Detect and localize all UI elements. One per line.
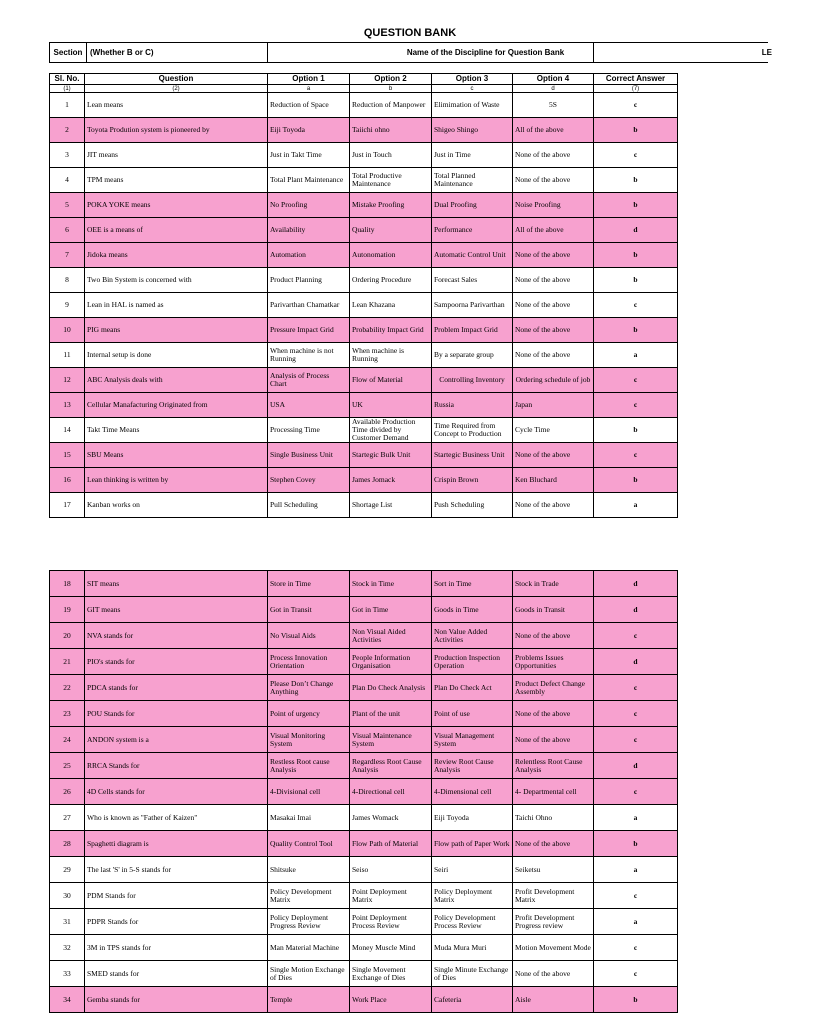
question-table-1 [49,73,678,518]
option-2-cell: Flow Path of Material [350,831,432,857]
option-4-cell: None of the above [513,623,594,649]
option-1-cell: Availability [268,218,350,243]
correct-answer-cell: d [594,753,678,779]
option-2-cell: James Jomack [350,468,432,493]
correct-answer-cell: d [594,218,678,243]
option-3-cell: Muda Mura Muri [432,935,513,961]
sl-cell: 17 [50,493,85,518]
correct-answer-cell: b [594,831,678,857]
page-title: QUESTION BANK [363,27,457,39]
option-1-cell: Policy Deployment Progress Review [268,909,350,935]
col-header-correct-answer: Correct Answer [594,74,678,85]
option-4-cell: Goods in Transit [513,597,594,623]
question-cell: GIT means [85,597,268,623]
sl-cell: 9 [50,293,85,318]
option-2-cell: People Information Organisation [350,649,432,675]
sl-cell: 8 [50,268,85,293]
question-cell: SBU Means [85,443,268,468]
option-2-cell: Available Production Time divided by Customer Demand [350,418,432,443]
option-4-cell: Profit Development Progress review [513,909,594,935]
option-2-cell: Got in Time [350,597,432,623]
table-row [50,779,678,805]
sl-cell: 7 [50,243,85,268]
table-row [50,727,678,753]
table-row [50,268,678,293]
option-2-cell: Stock in Time [350,571,432,597]
option-1-cell: Product Planning [268,268,350,293]
sl-cell: 1 [50,93,85,118]
option-3-cell: Performance [432,218,513,243]
table-row [50,293,678,318]
correct-answer-cell: c [594,779,678,805]
option-1-cell: Store in Time [268,571,350,597]
option-4-cell: Cycle Time [513,418,594,443]
option-3-cell: Policy Deployment Matrix [432,883,513,909]
option-4-cell: None of the above [513,831,594,857]
option-3-cell: Eiji Toyoda [432,805,513,831]
option-4-cell: Ken Bluchard [513,468,594,493]
col-key: a [268,85,350,93]
option-1-cell: Got in Transit [268,597,350,623]
sl-cell: 5 [50,193,85,218]
option-2-cell: Plant of the unit [350,701,432,727]
table-row [50,649,678,675]
correct-answer-cell: d [594,649,678,675]
option-2-cell: Probability Impact Grid [350,318,432,343]
question-cell: SMED stands for [85,961,268,987]
option-4-cell: Profit Development Matrix [513,883,594,909]
option-1-cell: No Visual Aids [268,623,350,649]
option-3-cell: Flow path of Paper Work [432,831,513,857]
table-row [50,935,678,961]
question-cell: Spaghetti diagram is [85,831,268,857]
table-row [50,987,678,1013]
correct-answer-cell: b [594,468,678,493]
sl-cell: 32 [50,935,85,961]
correct-answer-cell: c [594,727,678,753]
table-row [50,675,678,701]
option-3-cell: Goods in Time [432,597,513,623]
sl-cell: 30 [50,883,85,909]
table-row [50,805,678,831]
question-cell: Two Bin System is concerned with [85,268,268,293]
option-2-cell: Regardless Root Cause Analysis [350,753,432,779]
option-4-cell: None of the above [513,143,594,168]
sl-cell: 16 [50,468,85,493]
col-header-option-3: Option 3 [432,74,513,85]
sl-cell: 2 [50,118,85,143]
table-row [50,701,678,727]
option-1-cell: Stephen Covey [268,468,350,493]
option-1-cell: Pull Scheduling [268,493,350,518]
option-2-cell: Just in Touch [350,143,432,168]
table-row [50,857,678,883]
option-2-cell: Taiichi ohno [350,118,432,143]
col-key: c [432,85,513,93]
correct-answer-cell: b [594,193,678,218]
option-3-cell: Dual Proofing [432,193,513,218]
table-row [50,961,678,987]
option-3-cell: Startegic Business Unit [432,443,513,468]
option-2-cell: Seiso [350,857,432,883]
question-cell: PIO's stands for [85,649,268,675]
question-cell: 3M in TPS stands for [85,935,268,961]
table-row [50,393,678,418]
option-2-cell: 4-Directional cell [350,779,432,805]
question-cell: Toyota Prodution system is pioneered by [85,118,268,143]
question-cell: PDPR Stands for [85,909,268,935]
question-table-2 [49,570,678,1013]
sl-cell: 31 [50,909,85,935]
column-key-row [50,85,678,93]
table-row [50,443,678,468]
option-1-cell: Parivarthan Chamatkar [268,293,350,318]
option-3-cell: Visual Management System [432,727,513,753]
table-row [50,883,678,909]
table-row [50,243,678,268]
option-4-cell: Noise Proofing [513,193,594,218]
question-cell: Kanban works on [85,493,268,518]
sl-cell: 20 [50,623,85,649]
option-4-cell: All of the above [513,118,594,143]
discipline-header-cell [267,42,594,63]
sl-cell: 19 [50,597,85,623]
option-2-cell: Lean Khazana [350,293,432,318]
question-cell: JIT means [85,143,268,168]
option-2-cell: Mistake Proofing [350,193,432,218]
table-row [50,418,678,443]
col-header-option-4: Option 4 [513,74,594,85]
option-1-cell: Please Don’t Change Anything [268,675,350,701]
option-4-cell: 4- Departmental cell [513,779,594,805]
option-4-cell: None of the above [513,443,594,468]
sl-cell: 29 [50,857,85,883]
option-4-cell: All of the above [513,218,594,243]
option-4-cell: 5S [513,93,594,118]
option-3-cell: Automatic Control Unit [432,243,513,268]
option-1-cell: Eiji Toyoda [268,118,350,143]
question-cell: Who is known as "Father of Kaizen" [85,805,268,831]
option-3-cell: Forecast Sales [432,268,513,293]
option-4-cell: Ordering schedule of job [513,368,594,393]
correct-answer-cell: c [594,935,678,961]
sl-cell: 18 [50,571,85,597]
correct-answer-cell: a [594,857,678,883]
table-row [50,909,678,935]
correct-answer-cell: c [594,293,678,318]
question-cell: Lean means [85,93,268,118]
correct-answer-cell: b [594,118,678,143]
correct-answer-cell: a [594,805,678,831]
sl-cell: 6 [50,218,85,243]
option-2-cell: Shortage List [350,493,432,518]
correct-answer-cell: c [594,623,678,649]
table-row [50,753,678,779]
option-3-cell: Plan Do Check Act [432,675,513,701]
option-3-cell: Point of use [432,701,513,727]
question-cell: PIG means [85,318,268,343]
correct-answer-cell: b [594,318,678,343]
table-row [50,218,678,243]
option-1-cell: Temple [268,987,350,1013]
option-1-cell: Reduction of Space [268,93,350,118]
sl-cell: 25 [50,753,85,779]
col-key: (2) [85,85,268,93]
correct-answer-cell: c [594,701,678,727]
option-3-cell: Problem Impact Grid [432,318,513,343]
option-4-cell: None of the above [513,168,594,193]
option-4-cell: Relentless Root Cause Analysis [513,753,594,779]
sl-cell: 34 [50,987,85,1013]
option-1-cell: Total Plant Maintenance [268,168,350,193]
sl-cell: 21 [50,649,85,675]
option-3-cell: Push Scheduling [432,493,513,518]
option-4-cell: Aisle [513,987,594,1013]
option-3-cell: Total Planned Maintenance [432,168,513,193]
correct-answer-cell: c [594,368,678,393]
option-2-cell: Point Deployment Matrix [350,883,432,909]
sl-cell: 26 [50,779,85,805]
col-key: d [513,85,594,93]
option-2-cell: When machine is Running [350,343,432,368]
sl-cell: 22 [50,675,85,701]
option-1-cell: Restless Root cause Analysis [268,753,350,779]
correct-answer-cell: c [594,675,678,701]
option-3-cell: Controlling Inventory [432,368,513,393]
option-2-cell: James Womack [350,805,432,831]
option-1-cell: Visual Monitoring System [268,727,350,753]
option-4-cell: Japan [513,393,594,418]
option-3-cell: Non Value Added Activities [432,623,513,649]
question-cell: TPM means [85,168,268,193]
option-1-cell: Process Innovation Orientation [268,649,350,675]
option-1-cell: Man Material Machine [268,935,350,961]
option-1-cell: Automation [268,243,350,268]
correct-answer-cell: c [594,883,678,909]
correct-answer-cell: d [594,571,678,597]
level-label: LE [761,48,772,57]
table-row [50,318,678,343]
question-cell: Internal setup is done [85,343,268,368]
option-1-cell: Point of urgency [268,701,350,727]
option-2-cell: Visual Maintenance System [350,727,432,753]
option-4-cell: None of the above [513,493,594,518]
option-1-cell: Single Business Unit [268,443,350,468]
option-4-cell: Motion Movement Mode [513,935,594,961]
table-row [50,623,678,649]
sl-cell: 14 [50,418,85,443]
option-4-cell: None of the above [513,727,594,753]
col-header-question: Question [85,74,268,85]
correct-answer-cell: b [594,418,678,443]
question-cell: Takt Time Means [85,418,268,443]
sl-cell: 27 [50,805,85,831]
question-cell: SIT means [85,571,268,597]
correct-answer-cell: a [594,343,678,368]
option-4-cell: None of the above [513,243,594,268]
option-2-cell: Single Movement Exchange of Dies [350,961,432,987]
table-row [50,831,678,857]
option-2-cell: Work Place [350,987,432,1013]
question-cell: Jidoka means [85,243,268,268]
option-2-cell: UK [350,393,432,418]
sl-cell: 33 [50,961,85,987]
sl-cell: 23 [50,701,85,727]
option-1-cell: No Proofing [268,193,350,218]
table-row [50,93,678,118]
option-1-cell: Processing Time [268,418,350,443]
table-row [50,168,678,193]
correct-answer-cell: c [594,393,678,418]
option-2-cell: Non Visual Aided Activities [350,623,432,649]
option-3-cell: Policy Development Process Review [432,909,513,935]
sl-cell: 13 [50,393,85,418]
option-1-cell: Quality Control Tool [268,831,350,857]
correct-answer-cell: b [594,987,678,1013]
question-cell: OEE is a means of [85,218,268,243]
option-3-cell: By a separate group [432,343,513,368]
option-3-cell: Just in Time [432,143,513,168]
correct-answer-cell: c [594,961,678,987]
sl-cell: 4 [50,168,85,193]
option-3-cell: Crispin Brown [432,468,513,493]
correct-answer-cell: b [594,168,678,193]
table-row [50,468,678,493]
question-cell: PDM Stands for [85,883,268,909]
correct-answer-cell: c [594,143,678,168]
col-header-sl: Sl. No. [50,74,85,85]
option-1-cell: Masakai Imai [268,805,350,831]
sl-cell: 10 [50,318,85,343]
column-header-row [50,74,678,85]
option-1-cell: Analysis of Process Chart [268,368,350,393]
table-row [50,571,678,597]
sl-cell: 28 [50,831,85,857]
col-key: (7) [594,85,678,93]
option-3-cell: Sampoorna Parivarthan [432,293,513,318]
correct-answer-cell: b [594,268,678,293]
question-cell: PDCA stands for [85,675,268,701]
correct-answer-cell: c [594,443,678,468]
option-2-cell: Total Productive Maintenance [350,168,432,193]
col-header-option-2: Option 2 [350,74,432,85]
sl-cell: 11 [50,343,85,368]
option-4-cell: Stock in Trade [513,571,594,597]
option-3-cell: Cafeteria [432,987,513,1013]
level-header-cell [593,42,772,63]
option-3-cell: Review Root Cause Analysis [432,753,513,779]
option-1-cell: Single Motion Exchange of Dies [268,961,350,987]
option-3-cell: Single Minute Exchange of Dies [432,961,513,987]
question-cell: POU Stands for [85,701,268,727]
question-cell: 4D Cells stands for [85,779,268,805]
correct-answer-cell: d [594,597,678,623]
table-row [50,193,678,218]
option-1-cell: Policy Development Matrix [268,883,350,909]
question-cell: Lean thinking is written by [85,468,268,493]
sl-cell: 3 [50,143,85,168]
option-1-cell: 4-Divisional cell [268,779,350,805]
table-row [50,493,678,518]
discipline-label: Name of the Discipline for Question Bank [406,48,565,57]
option-3-cell: Elimimation of Waste [432,93,513,118]
section-value: (Whether B or C) [90,48,154,57]
section-header-cell [49,42,268,63]
table-row [50,143,678,168]
option-4-cell: Product Defect Change Assembly [513,675,594,701]
col-key: b [350,85,432,93]
option-2-cell: Startegic Bulk Unit [350,443,432,468]
question-cell: ABC Analysis deals with [85,368,268,393]
question-cell: POKA YOKE means [85,193,268,218]
option-3-cell: Shigeo Shingo [432,118,513,143]
correct-answer-cell: a [594,493,678,518]
option-3-cell: Russia [432,393,513,418]
col-key: (1) [50,85,85,93]
question-cell: RRCA Stands for [85,753,268,779]
sl-cell: 24 [50,727,85,753]
option-4-cell: Seiketsu [513,857,594,883]
option-4-cell: Taichi Ohno [513,805,594,831]
option-4-cell: None of the above [513,961,594,987]
option-1-cell: Just in Takt Time [268,143,350,168]
correct-answer-cell: b [594,243,678,268]
option-4-cell: None of the above [513,318,594,343]
sl-cell: 12 [50,368,85,393]
question-cell: Gemba stands for [85,987,268,1013]
option-3-cell: 4-Dimensional cell [432,779,513,805]
option-4-cell: None of the above [513,268,594,293]
correct-answer-cell: c [594,93,678,118]
col-header-option-1: Option 1 [268,74,350,85]
question-cell: NVA stands for [85,623,268,649]
option-3-cell: Seiri [432,857,513,883]
option-4-cell: Problems Issues Opportunities [513,649,594,675]
question-cell: Cellular Manafacturing Originated from [85,393,268,418]
option-4-cell: None of the above [513,293,594,318]
option-2-cell: Quality [350,218,432,243]
option-3-cell: Production Inspection Operation [432,649,513,675]
option-2-cell: Money Muscle Mind [350,935,432,961]
option-1-cell: Shitsuke [268,857,350,883]
table-row [50,368,678,393]
option-2-cell: Ordering Procedure [350,268,432,293]
table-row [50,343,678,368]
option-2-cell: Plan Do Check Analysis [350,675,432,701]
option-4-cell: None of the above [513,701,594,727]
option-3-cell: Time Required from Concept to Production [432,418,513,443]
option-2-cell: Point Deployment Process Review [350,909,432,935]
option-2-cell: Flow of Material [350,368,432,393]
option-2-cell: Reduction of Manpower [350,93,432,118]
table-row [50,597,678,623]
option-1-cell: USA [268,393,350,418]
question-cell: The last 'S' in 5-S stands for [85,857,268,883]
question-cell: Lean in HAL is named as [85,293,268,318]
option-2-cell: Autonomation [350,243,432,268]
option-3-cell: Sort in Time [432,571,513,597]
correct-answer-cell: a [594,909,678,935]
option-4-cell: None of the above [513,343,594,368]
section-label: Section [50,43,87,62]
option-1-cell: Pressure Impact Grid [268,318,350,343]
question-cell: ANDON system is a [85,727,268,753]
option-1-cell: When machine is not Running [268,343,350,368]
table-row [50,118,678,143]
sl-cell: 15 [50,443,85,468]
